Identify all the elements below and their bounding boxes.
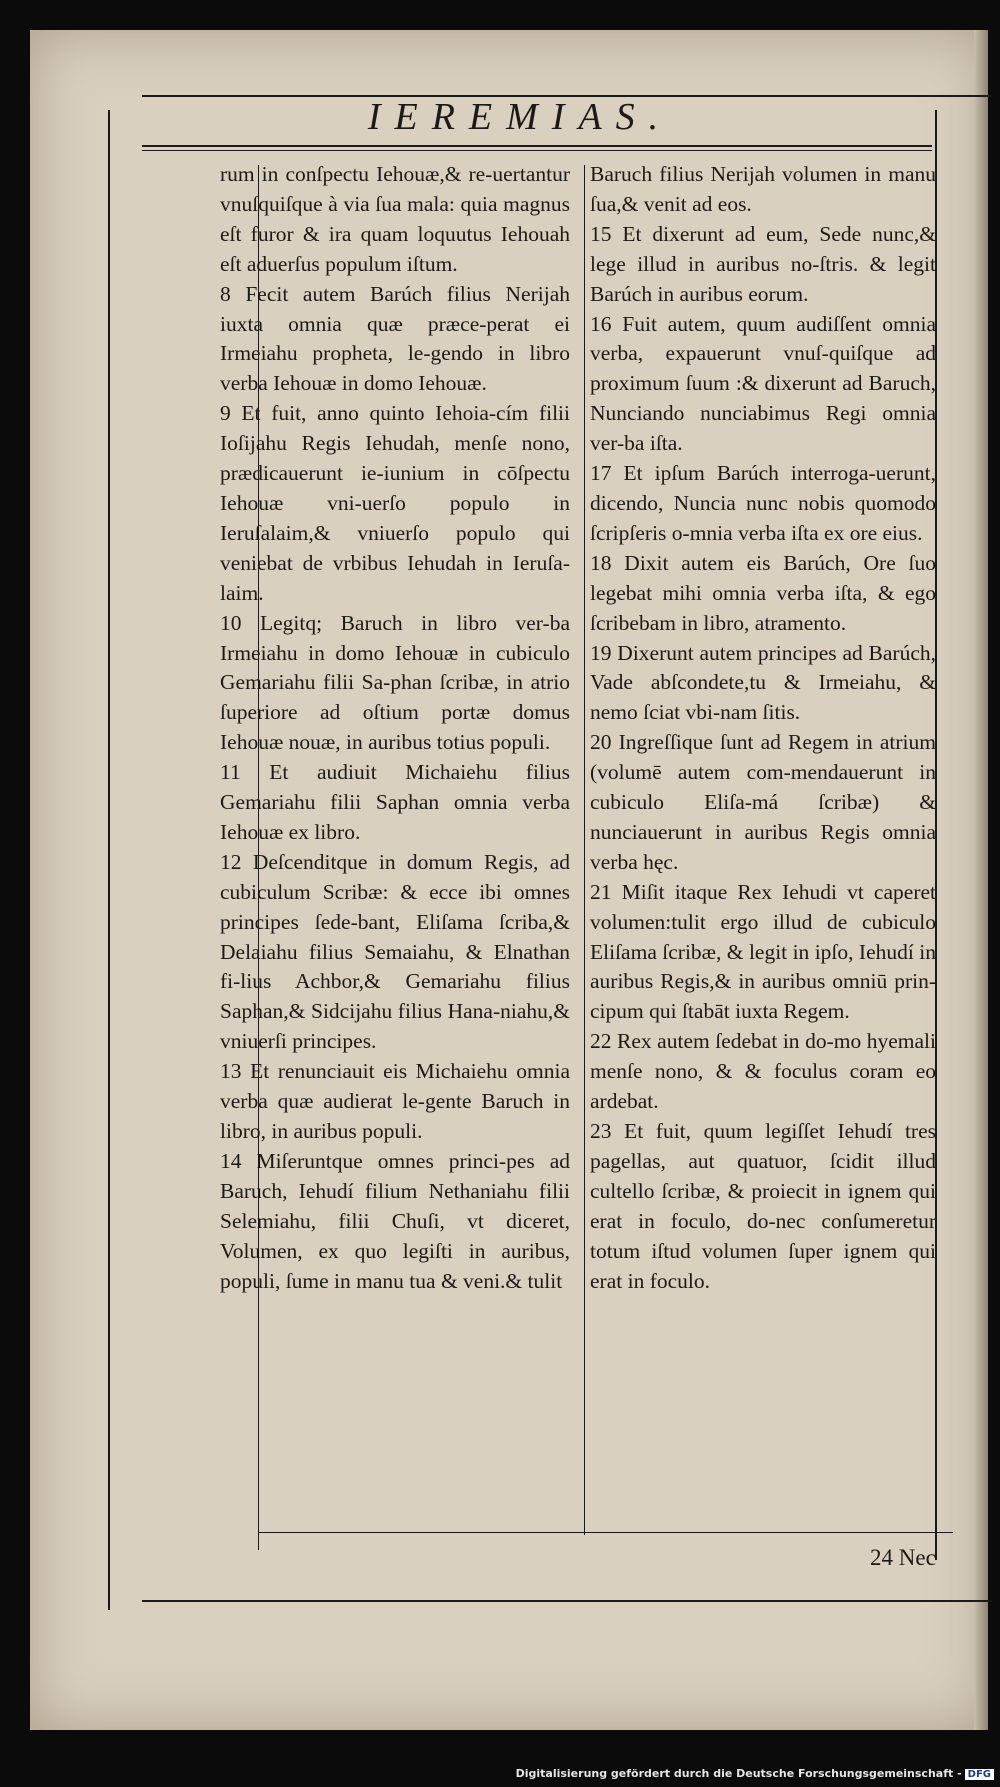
header-rule (142, 145, 932, 147)
verse-paragraph: 19 Dixerunt autem principes ad Barúch, Vade abſcondete,tu & Irmeiahu, & nemo ſciat vbi-nam ſitis. (590, 640, 936, 725)
bottom-inner-rule (258, 1532, 953, 1533)
bottom-rule (142, 1600, 992, 1602)
page-edge (974, 30, 988, 1730)
verse-paragraph: 10 Legitq; Baruch in libro ver-ba Irmeiahu in domo Iehouæ in cubiculo Gemariahu filii Sa-phan ſcribæ, in atrio ſuperiore ad oſtium portæ domus Iehouæ nouæ, in auribus totius populi. (220, 610, 570, 755)
verse-paragraph: 20 Ingreſſique ſunt ad Regem in atrium (volumē autem com-mendauerunt in cubiculo Eliſa-má ſcribæ) & nunciauerunt in auribus Regis omnia verba hęc. (590, 730, 936, 874)
running-title: IEREMIAS. (367, 96, 673, 138)
digitization-credit (516, 1767, 994, 1780)
catchword: 24 Nec (870, 1545, 936, 1570)
credit-text: Digitalisierung gefördert durch die Deutsche Forschungsgemeinschaft - (515, 1767, 962, 1780)
verse-paragraph: 21 Miſit itaque Rex Iehudi vt caperet volumen:tulit ergo illud de cubiculo Eliſama ſcribæ, & legit in ipſo, Iehudí in auribus Regis,& in auribus omniū prin-cipum qui ſtabāt iuxta Regem. (590, 879, 936, 1024)
verse-paragraph: 9 Et fuit, anno quinto Iehoia-cím filii Ioſijahu Regis Iehudah, menſe nono, prædicauerunt ie-iunium in cōſpectu Iehouæ vni-uerſo populo in Ieruſalaim,& vniuerſo populo qui veniebat de vrbibus Iehudah in Ieruſa-laim. (220, 401, 570, 605)
verse-paragraph: 8 Fecit autem Barúch filius Nerijah iuxta omnia quæ præce-perat ei Irmeiahu propheta, le-gendo in libro verba Iehouæ in domo Iehouæ. (220, 281, 570, 396)
verse-paragraph: 13 Et renunciauit eis Michaiehu omnia verba quæ audierat le-gente Baruch in libro, in auribus populi. (220, 1059, 570, 1143)
left-frame-rule (108, 110, 110, 1610)
verse-paragraph: 18 Dixit autem eis Barúch, Ore ſuo legebat mihi omnia verba iſta, & ego ſcribebam in libro, atramento. (590, 550, 936, 635)
page-header (120, 92, 920, 142)
verse-paragraph: 16 Fuit autem, quum audiſſent omnia verba, expauerunt vnuſ-quiſque ad proximum ſuum :& dixerunt ad Baruch, Nunciando nunciabimus Regi omnia ver-ba iſta. (590, 311, 936, 456)
verse-paragraph: 12 Deſcenditque in domum Regis, ad cubiculum Scribæ: & ecce ibi omnes principes ſede-bant, Eliſama ſcriba,& Delaiahu filius Semaiahu, & Elnathan fi-lius Achbor,& Gemariahu filius Saphan,& Sidcijahu filius Hana-niahu,& vniuerſi principes. (220, 849, 570, 1054)
dfg-logo-icon: DFG (965, 1769, 994, 1780)
verse-paragraph: rum in conſpectu Iehouæ,& re-uertantur vnuſquiſque à via ſua mala: quia magnus eſt furor & ira quam loquutus Iehouah eſt aduerſus populum iſtum. (220, 162, 570, 276)
verse-paragraph: 22 Rex autem ſedebat in do-mo hyemali menſe nono, & & foculus coram eo ardebat. (590, 1029, 936, 1114)
left-text-column (220, 160, 570, 1296)
verse-paragraph: 15 Et dixerunt ad eum, Sede nunc,& lege illud in auribus no-ſtris. & legit Barúch in auribus eorum. (590, 221, 936, 306)
header-rule-inner (142, 150, 932, 151)
verse-paragraph: 17 Et ipſum Barúch interroga-uerunt, dicendo, Nuncia nunc nobis quomodo ſcripſeris o-mnia verba iſta ex ore eius. (590, 461, 936, 545)
verse-paragraph: 14 Miſeruntque omnes princi-pes ad Baruch, Iehudí filium Nethaniahu filii Selemiahu, filii Chuſi, vt diceret, Volumen, ex quo legiſti in auribus, populi, ſume in manu tua & veni.& tulit (220, 1148, 570, 1293)
verse-paragraph: 11 Et audiuit Michaiehu filius Gemariahu filii Saphan omnia verba Iehouæ ex libro. (220, 760, 570, 844)
right-text-column (590, 160, 936, 1296)
verse-paragraph: 23 Et fuit, quum legiſſet Iehudí tres pagellas, aut quatuor, ſcidit illud cultello ſcribæ, & proiecit in ignem qui erat in foculo, do-nec conſumeretur totum iſtud volumen ſuper ignem qui erat in foculo. (590, 1119, 936, 1293)
column-divider (584, 165, 585, 1535)
verse-paragraph: Baruch filius Nerijah volumen in manu ſua,& venit ad eos. (590, 162, 936, 216)
